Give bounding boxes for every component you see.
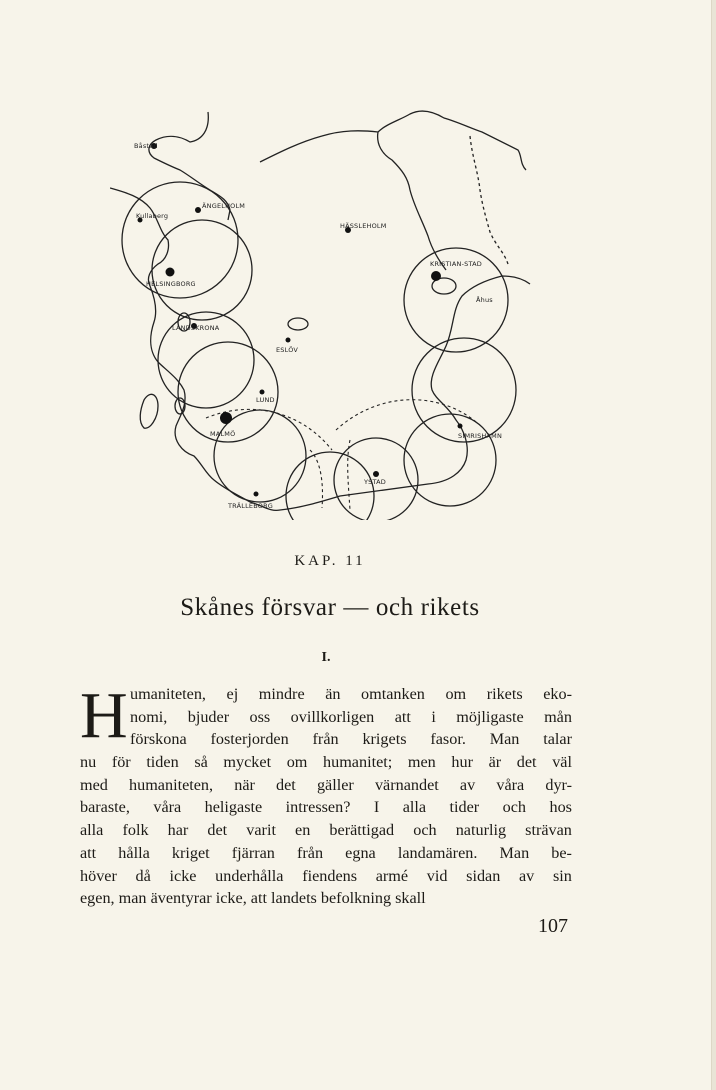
text-line xyxy=(80,819,572,842)
word: Man xyxy=(489,730,520,749)
word: humaniteten, xyxy=(129,775,214,794)
dashed-arc xyxy=(310,450,323,508)
word: egna xyxy=(345,843,376,862)
word: så xyxy=(194,753,208,772)
drop-cap: H xyxy=(80,679,128,752)
word: krigets xyxy=(362,730,407,749)
word: hos xyxy=(549,798,572,817)
word: folk xyxy=(122,821,149,840)
word: höver xyxy=(80,866,117,885)
town-dot xyxy=(260,390,265,395)
defense-circle xyxy=(404,414,496,506)
word: att xyxy=(394,707,411,726)
word: berättigad xyxy=(329,821,395,840)
word: ej xyxy=(226,685,239,703)
text-line xyxy=(80,683,572,706)
map-drawing xyxy=(110,100,550,520)
word: vid xyxy=(426,866,448,885)
word: det xyxy=(276,775,296,794)
lake-ringsjon xyxy=(288,318,308,330)
label-kristianstad: KRISTIAN-STAD xyxy=(430,260,483,268)
defense-circle xyxy=(214,410,306,502)
label-trelleborg: TRÄLLEBORG xyxy=(228,502,274,510)
label-malmo: MALMÖ xyxy=(210,430,236,438)
label-angelholm: ÄNGELHOLM xyxy=(202,202,246,210)
word: gäller xyxy=(316,775,354,794)
word: våra xyxy=(496,775,525,794)
word: om xyxy=(286,753,308,772)
page-edge xyxy=(711,0,716,1090)
word: nu xyxy=(80,753,97,772)
town-dot xyxy=(195,207,201,213)
northern-border xyxy=(260,111,526,270)
word: ovillkorligen xyxy=(290,707,375,726)
word: mindre xyxy=(258,685,305,703)
defense-circle xyxy=(286,452,374,520)
town-dot xyxy=(220,412,232,424)
word: I xyxy=(373,798,380,817)
word: rikets xyxy=(486,685,523,703)
label-lund: LUND xyxy=(256,396,275,404)
word: omtanken xyxy=(361,685,425,703)
label-eslov: ESLÖV xyxy=(276,346,299,354)
word: tiden xyxy=(146,753,179,772)
word: humanitet; xyxy=(323,753,393,772)
text-line xyxy=(80,865,572,888)
word: oss xyxy=(249,707,271,726)
text-line xyxy=(80,751,572,774)
word: mån xyxy=(544,707,572,726)
word: möjligaste xyxy=(456,707,524,726)
word: i xyxy=(431,707,436,726)
town-dot xyxy=(431,271,441,281)
label-helsingborg: HELSINGBORG xyxy=(146,280,196,288)
text-line: egen, man äventyrar icke, att landets befolkning skall xyxy=(80,889,426,908)
skane-defense-map xyxy=(110,100,550,520)
text-line xyxy=(80,728,572,751)
word: med xyxy=(80,775,108,794)
word: när xyxy=(234,775,255,794)
word: det xyxy=(516,753,537,772)
word: underhålla xyxy=(215,866,284,885)
dashed-arc xyxy=(348,440,350,510)
word: av xyxy=(519,866,535,885)
town-dot xyxy=(166,268,175,277)
word: sidan xyxy=(466,866,501,885)
east-border xyxy=(470,136,508,264)
word: våra xyxy=(153,798,182,817)
word: icke xyxy=(169,866,197,885)
word: värnandet xyxy=(374,775,439,794)
word: för xyxy=(111,753,131,772)
text-line xyxy=(80,796,572,819)
word: fasor. xyxy=(430,730,466,749)
word: men xyxy=(407,753,436,772)
word: kriget xyxy=(171,843,210,862)
word: har xyxy=(167,821,189,840)
word: är xyxy=(488,753,502,772)
word: en xyxy=(295,821,311,840)
word: och xyxy=(413,821,437,840)
town-dot xyxy=(286,338,291,343)
word: fiendens xyxy=(302,866,358,885)
word: sin xyxy=(552,866,572,885)
word: eko- xyxy=(543,685,572,703)
word: det xyxy=(207,821,228,840)
word: att xyxy=(80,843,97,862)
word: strävan xyxy=(525,821,572,840)
word: av xyxy=(459,775,476,794)
word: fjärran xyxy=(231,843,275,862)
section-number: I. xyxy=(321,650,331,665)
word: och xyxy=(502,798,527,817)
word: Man xyxy=(499,843,530,862)
defense-circle xyxy=(412,338,516,442)
town-dot xyxy=(458,424,463,429)
label-ystad: YSTAD xyxy=(364,478,387,486)
word: heligaste xyxy=(204,798,263,817)
label-kullaberg: Kullaberg xyxy=(136,212,169,220)
word: från xyxy=(312,730,339,749)
word: fosterjorden xyxy=(210,730,289,749)
label-hassleholm: HÄSSLEHOLM xyxy=(340,222,387,230)
word: armé xyxy=(375,866,409,885)
word: alla xyxy=(80,821,104,840)
body-paragraph xyxy=(80,679,572,910)
label-landskrona: LANDSKRONA xyxy=(172,324,220,332)
label-simrishamn: SIMRISHAMN xyxy=(458,432,503,440)
word: tider xyxy=(449,798,480,817)
word: umaniteten, xyxy=(130,685,206,703)
town-dot xyxy=(373,471,379,477)
word: talar xyxy=(543,730,572,749)
chapter-number: KAP. 11 xyxy=(294,553,366,569)
word: förskona xyxy=(130,730,187,749)
word: alla xyxy=(402,798,427,817)
town-dot xyxy=(254,492,259,497)
word: bjuder xyxy=(187,707,230,726)
label-ahus: Åhus xyxy=(476,296,493,304)
word: mycket xyxy=(223,753,272,772)
label-bastad: Båstad xyxy=(134,142,158,150)
word: naturlig xyxy=(455,821,507,840)
island-ven xyxy=(140,394,158,428)
text-line xyxy=(80,774,572,797)
text-line xyxy=(80,706,572,729)
word: varit xyxy=(246,821,276,840)
word: då xyxy=(135,866,151,885)
word: från xyxy=(297,843,324,862)
word: intressen? xyxy=(285,798,351,817)
word: hur xyxy=(451,753,473,772)
word: nomi, xyxy=(130,707,168,726)
page-number: 107 xyxy=(538,915,568,937)
word: baraste, xyxy=(80,798,130,817)
chapter-title: Skånes försvar — och rikets xyxy=(180,594,480,621)
word: hålla xyxy=(118,843,150,862)
word: än xyxy=(325,685,341,703)
text-line xyxy=(80,842,572,865)
word: om xyxy=(445,685,467,703)
word: väl xyxy=(552,753,572,772)
word: dyr- xyxy=(545,775,572,794)
word: be- xyxy=(551,843,572,862)
word: landamären. xyxy=(397,843,478,862)
